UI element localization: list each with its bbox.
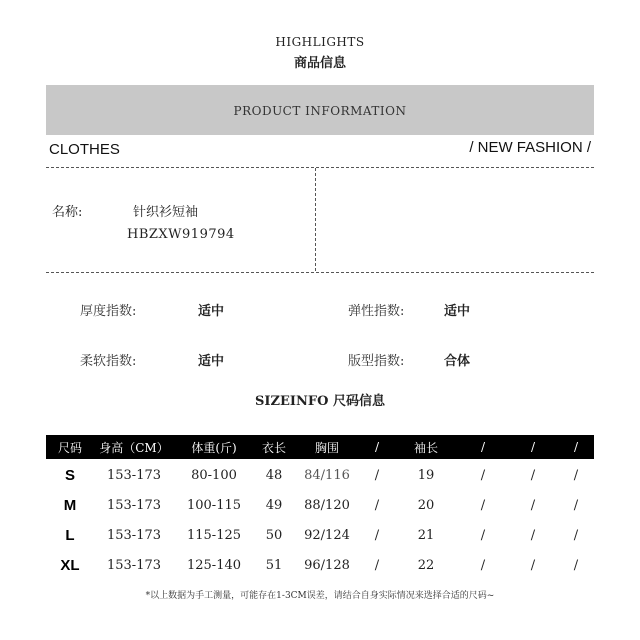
cell-weight: 115-125 xyxy=(186,527,242,543)
table-row xyxy=(46,550,594,580)
cell-height: 153-173 xyxy=(106,497,162,513)
dashed-divider-top xyxy=(46,167,594,168)
cell-sleeve: 21 xyxy=(417,527,435,543)
cell-slash: / xyxy=(530,497,536,513)
cell-sleeve: 19 xyxy=(417,467,435,483)
cell-weight: 100-115 xyxy=(186,497,242,513)
highlights-title: HIGHLIGHTS xyxy=(275,35,365,49)
header-length: 衣长 xyxy=(261,440,286,455)
cell-slash: / xyxy=(480,527,486,543)
dashed-divider-bottom xyxy=(46,272,594,273)
size-table-header xyxy=(46,435,594,459)
cell-slash: / xyxy=(480,557,486,573)
product-name-value: 针织衫短袖 xyxy=(133,205,199,220)
cell-slash: / xyxy=(573,527,579,543)
cell-length: 48 xyxy=(265,467,283,483)
fit-value: 合体 xyxy=(444,354,471,369)
cell-length: 51 xyxy=(265,557,283,573)
cell-slash: / xyxy=(573,497,579,513)
cell-size: S xyxy=(64,466,75,484)
cell-height: 153-173 xyxy=(106,527,162,543)
cell-sleeve: 22 xyxy=(417,557,435,573)
measurement-note: *以上数据为手工测量，可能存在1-3CM误差，请结合自身实际情况来选择合适的尺码~ xyxy=(145,591,495,601)
header-slash: / xyxy=(374,440,380,454)
header-bust: 胸围 xyxy=(314,440,339,455)
product-info-title-cn: 商品信息 xyxy=(293,56,346,71)
softness-label: 柔软指数: xyxy=(80,354,137,369)
dashed-divider-vertical xyxy=(315,168,316,271)
clothes-tag: CLOTHES xyxy=(49,141,120,158)
cell-bust: 88/120 xyxy=(304,497,350,513)
cell-size: XL xyxy=(60,556,80,574)
cell-slash: / xyxy=(374,527,380,543)
cell-bust: 92/124 xyxy=(304,527,350,543)
cell-bust: 84/116 xyxy=(304,467,350,483)
cell-bust: 96/128 xyxy=(304,557,350,573)
cell-size: L xyxy=(65,526,75,544)
elasticity-value: 适中 xyxy=(444,304,471,319)
table-row xyxy=(46,460,594,490)
cell-length: 50 xyxy=(265,527,283,543)
cell-weight: 80-100 xyxy=(191,467,237,483)
cell-slash: / xyxy=(530,527,536,543)
table-row xyxy=(46,520,594,550)
cell-height: 153-173 xyxy=(106,467,162,483)
cell-slash: / xyxy=(530,557,536,573)
header-height: 身高（CM） xyxy=(99,440,169,455)
fit-label: 版型指数: xyxy=(348,354,405,369)
cell-size: M xyxy=(63,496,77,514)
size-info-title: SIZEINFO 尺码信息 xyxy=(255,394,385,409)
cell-sleeve: 20 xyxy=(417,497,435,513)
product-name-label: 名称: xyxy=(52,205,83,220)
cell-weight: 125-140 xyxy=(186,557,242,573)
cell-slash: / xyxy=(573,467,579,483)
product-code: HBZXW919794 xyxy=(127,227,235,242)
thickness-value: 适中 xyxy=(198,304,225,319)
table-row xyxy=(46,490,594,520)
cell-slash: / xyxy=(374,467,380,483)
cell-length: 49 xyxy=(265,497,283,513)
header-weight: 体重(斤) xyxy=(191,440,237,455)
cell-slash: / xyxy=(374,497,380,513)
header-slash: / xyxy=(530,440,536,454)
header-slash: / xyxy=(573,440,579,454)
thickness-label: 厚度指数: xyxy=(80,304,137,319)
softness-value: 适中 xyxy=(198,354,225,369)
new-fashion-tag: / NEW FASHION / xyxy=(469,139,591,156)
cell-slash: / xyxy=(530,467,536,483)
cell-slash: / xyxy=(374,557,380,573)
cell-slash: / xyxy=(480,467,486,483)
header-size: 尺码 xyxy=(57,440,82,455)
size-table xyxy=(46,435,594,580)
banner-text: PRODUCT INFORMATION xyxy=(233,104,407,118)
cell-slash: / xyxy=(573,557,579,573)
cell-slash: / xyxy=(480,497,486,513)
header-sleeve: 袖长 xyxy=(413,440,438,455)
cell-height: 153-173 xyxy=(106,557,162,573)
header-slash: / xyxy=(480,440,486,454)
elasticity-label: 弹性指数: xyxy=(348,304,405,319)
